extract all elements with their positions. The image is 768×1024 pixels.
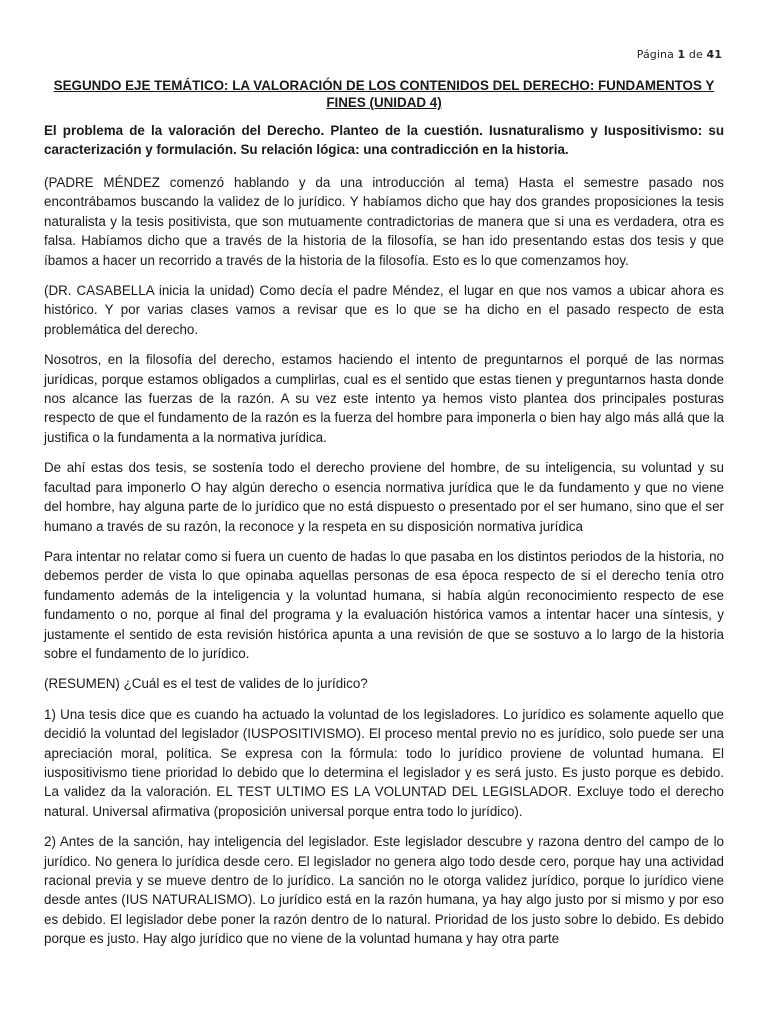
paragraph: (DR. CASABELLA inicia la unidad) Como decía el padre Méndez, el lugar en que nos vamos a ubicar ahora es histórico. Y por varias clases vamos a revisar que es lo que se ha dicho en el pasado respecto de esta problemática del derecho.	[44, 283, 724, 337]
paragraph: (RESUMEN) ¿Cuál es el test de valides de lo jurídico?	[44, 676, 368, 692]
paragraph: De ahí estas dos tesis, se sostenía todo el derecho proviene del hombre, de su inteligencia, su voluntad y su facultad para imponerlo O hay algún derecho o esencia normativa jurídica que le da fundamento y que no viene del hombre, hay alguna parte de lo jurídico que no está dispuesto o presentado por el ser humano, sino que el ser humano a través de su razón, la reconoce y la respeta en su disposición normativa jurídica	[44, 460, 724, 534]
document-subtitle: El problema de la valoración del Derecho. Planteo de la cuestión. Iusnaturalismo y Iuspositivismo: su caracterización y formulación. Su relación lógica: una contradicción en la historia.	[44, 123, 724, 157]
document-title: SEGUNDO EJE TEMÁTICO: LA VALORACIÓN DE LOS CONTENIDOS DEL DERECHO: FUNDAMENTOS Y FINES (UNIDAD 4)	[53, 78, 715, 110]
page-total: 41	[706, 48, 722, 61]
paragraph: 1) Una tesis dice que es cuando ha actuado la voluntad de los legisladores. Lo jurídico es solamente aquello que decidió la voluntad del legislador (IUSPOSITIVISMO). El proceso mental previo no es jurídico, solo puede ser una apreciación moral, política. Se expresa con la fórmula: todo lo jurídico proviene de voluntad humana. El iuspositivismo tiene prioridad lo debido que lo determina el legislador y es será justo. Es justo porque es debido. La validez da la valoración. EL TEST ULTIMO ES LA VOLUNTAD DEL LEGISLADOR. Excluye todo el derecho natural. Universal afirmativa (proposición universal porque entra todo lo jurídico).	[44, 706, 724, 819]
paragraph: Nosotros, en la filosofía del derecho, estamos haciendo el intento de preguntarnos el porqué de las normas jurídicas, porque estamos obligados a cumplirlas, cual es el sentido que estas tienen y preguntarnos hasta donde nos alcance las fuerzas de la razón. A su vez este intento ya hemos visto plantea dos principales posturas respecto de que el fundamento de la razón es la fuerza del hombre para imponerla o bien hay algo más allá que la justifica o la fundamenta a la normativa jurídica.	[44, 352, 724, 445]
paragraph: 2) Antes de la sanción, hay inteligencia del legislador. Este legislador descubre y razona dentro del campo de lo jurídico. No genera lo jurídica desde cero. El legislador no genera algo todo desde cero, porque hay una actividad racional previa y se mueve dentro de lo jurídico. La sanción no le otorga validez jurídico, porque lo jurídico viene desde antes (IUS NATURALISMO). Lo jurídico está en la razón humana, ya hay algo justo por si mismo y por eso es debido. El legislador debe poner la razón dentro de lo natural. Prioridad de los justo sobre lo debido. Es debido porque es justo. Hay algo jurídico que no viene de la voluntad humana y hay otra parte	[44, 834, 724, 947]
page-of: de	[688, 48, 703, 61]
paragraph: Para intentar no relatar como si fuera un cuento de hadas lo que pasaba en los distintos periodos de la historia, no debemos perder de vista lo que opinaba aquellas personas de esa época respecto de si el derecho tenía otro fundamento además de la inteligencia y la voluntad humana, si había algún reconocimiento respecto de ese fundamento o no, porque al final del programa y la evaluación histórica vamos a intentar hacer una síntesis, y justamente el sentido de esta revisión histórica apunta a una revisión de que se sostuvo a lo largo de la historia sobre el fundamento de lo jurídico.	[44, 548, 724, 661]
paragraph: (PADRE MÉNDEZ comenzó hablando y da una introducción al tema) Hasta el semestre pasado nos encontrábamos buscando la validez de lo jurídico. Y habíamos dicho que hay dos grandes proposiciones la tesis naturalista y la tesis positivista, que son mutuamente contradictorias de manera que si una es verdadera, otra es falsa. Habíamos dicho que a través de la historia de la filosofía, se han ido presentando estas dos tesis y que íbamos a hacer un recorrido a través de la historia de la filosofía. Esto es lo que comenzamos hoy.	[44, 175, 724, 268]
page-number	[44, 48, 722, 61]
page-label: Página	[636, 48, 674, 61]
page-current: 1	[677, 48, 686, 61]
